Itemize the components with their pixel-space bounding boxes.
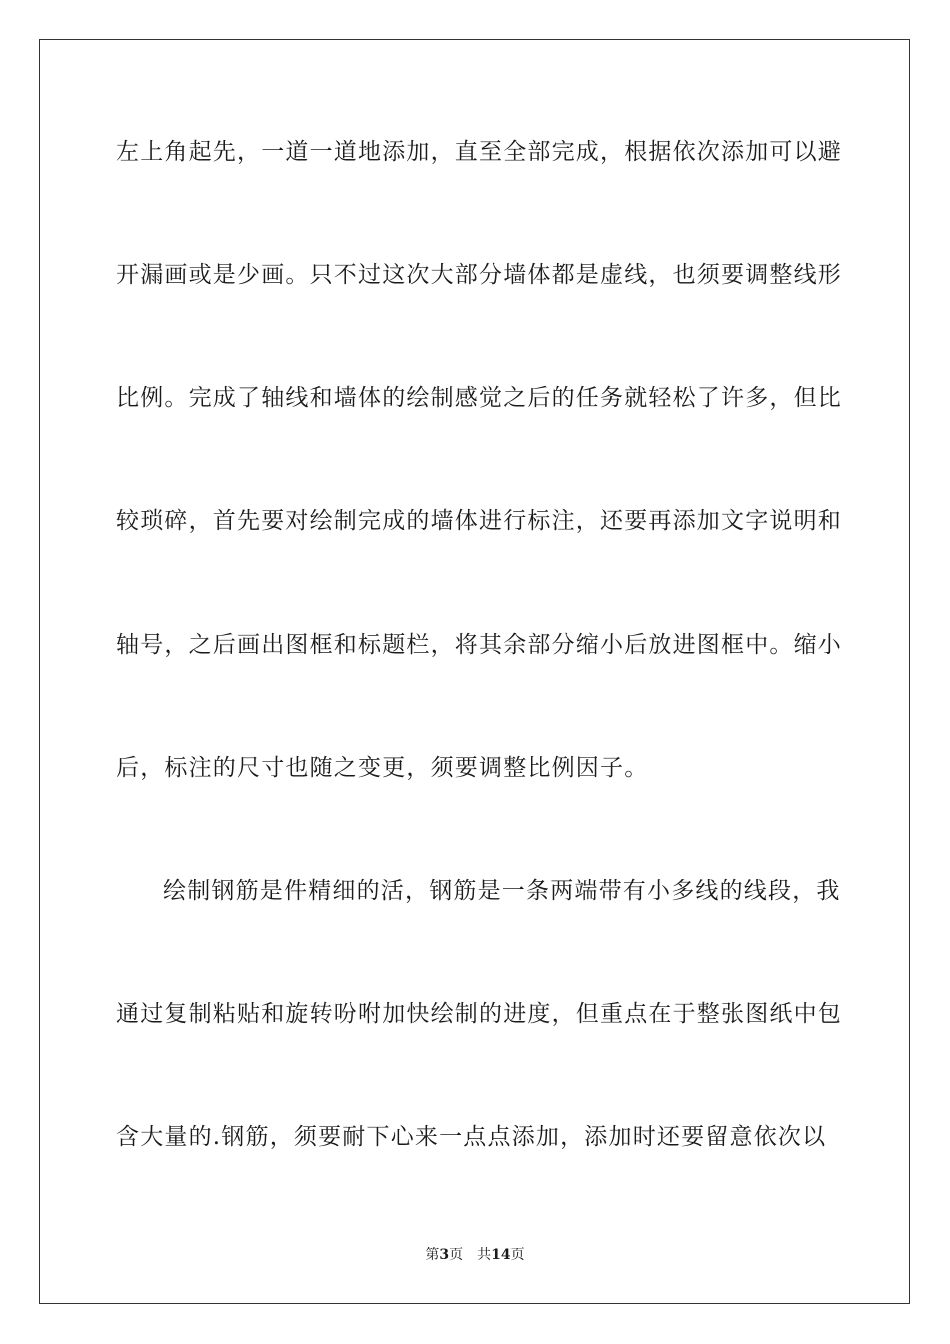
text-line-2: 开漏画或是少画。只不过这次大部分墙体都是虚线，也须要调整线形 (116, 262, 842, 288)
page-footer (0, 1246, 950, 1264)
text-line-6: 后，标注的尺寸也随之变更，须要调整比例因子。 (116, 755, 649, 781)
text-line-7: 绘制钢筋是件精细的活，钢筋是一条两端带有小多线的线段，我 (163, 878, 841, 904)
text-line-3: 比例。完成了轴线和墙体的绘制感觉之后的任务就轻松了许多，但比 (116, 385, 842, 411)
text-line-4: 较琐碎，首先要对绘制完成的墙体进行标注，还要再添加文字说明和 (116, 508, 842, 534)
text-line-8: 通过复制粘贴和旋转吩咐加快绘制的进度，但重点在于整张图纸中包 (116, 1001, 842, 1027)
page-suffix: 页 (449, 1247, 464, 1263)
total-pages: 14 (491, 1247, 511, 1263)
page-prefix: 第 (425, 1247, 440, 1263)
page-border (39, 39, 910, 1304)
text-line-1: 左上角起先，一道一道地添加，直至全部完成，根据依次添加可以避 (116, 139, 842, 165)
page-number: 3 (439, 1247, 450, 1263)
total-suffix: 页 (510, 1247, 525, 1263)
text-line-9: 含大量的.钢筋，须要耐下心来一点点添加，添加时还要留意依次以 (116, 1124, 827, 1150)
text-line-5: 轴号，之后画出图框和标题栏，将其余部分缩小后放进图框中。缩小 (116, 632, 842, 658)
total-prefix: 共 (477, 1247, 492, 1263)
